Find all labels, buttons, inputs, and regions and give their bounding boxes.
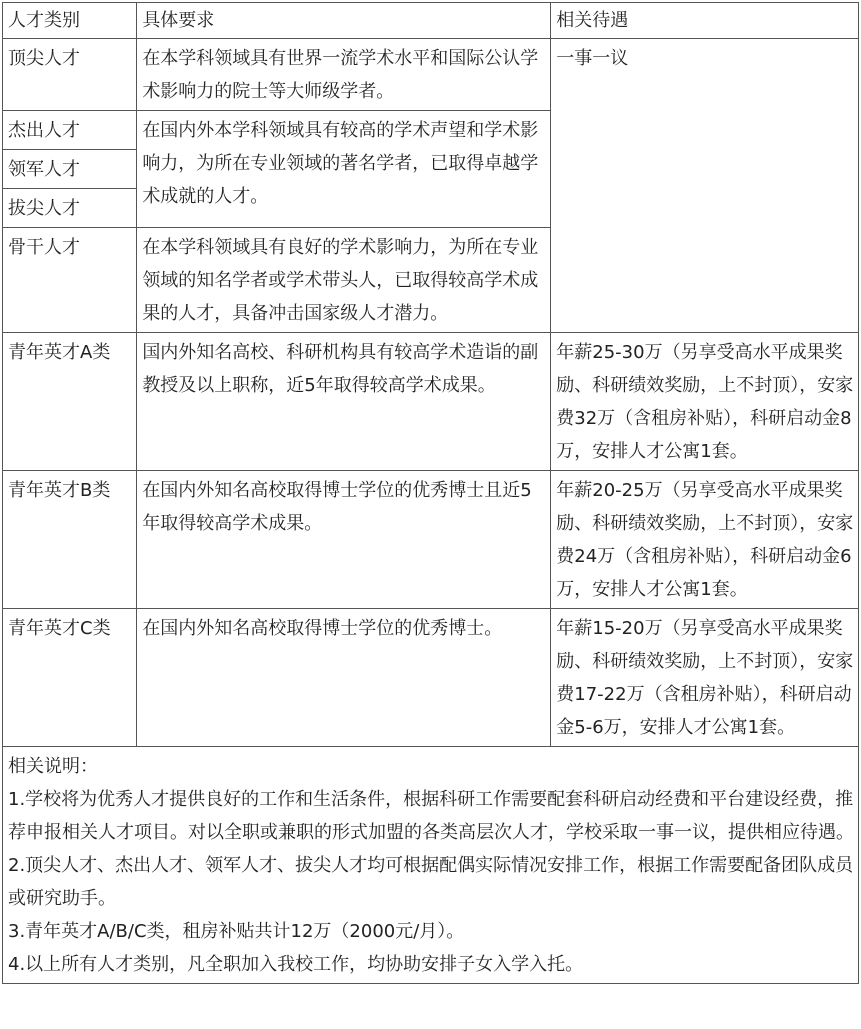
category-cell-backbone: 骨干人才 xyxy=(3,228,137,333)
header-benefit: 相关待遇 xyxy=(551,3,859,39)
requirement-cell-backbone: 在本学科领域具有良好的学术影响力，为所在专业领域的知名学者或学术带头人，已取得较高学术成果的人才，具备冲击国家级人才潜力。 xyxy=(137,228,551,333)
talent-policy-table xyxy=(2,2,859,984)
table-header-row xyxy=(3,3,859,39)
benefit-cell-youth-b: 年薪20-25万（另享受高水平成果奖励、科研绩效奖励，上不封顶），安家费24万（含租房补贴），科研启动金6万，安排人才公寓1套。 xyxy=(551,471,859,609)
category-cell-youth-b: 青年英才B类 xyxy=(3,471,137,609)
table-row-top-talent xyxy=(3,39,859,111)
table-row-youth-c xyxy=(3,609,859,747)
benefit-cell-senior: 一事一议 xyxy=(551,39,859,333)
requirement-cell-youth-c: 在国内外知名高校取得博士学位的优秀博士。 xyxy=(137,609,551,747)
header-requirement: 具体要求 xyxy=(137,3,551,39)
benefit-cell-youth-c: 年薪15-20万（另享受高水平成果奖励、科研绩效奖励，上不封顶），安家费17-22万（含租房补贴），科研启动金5-6万，安排人才公寓1套。 xyxy=(551,609,859,747)
table-row-youth-a xyxy=(3,333,859,471)
notes-item-3: 3.青年英才A/B/C类，租房补贴共计12万（2000元/月）。 xyxy=(8,921,465,942)
header-category: 人才类别 xyxy=(3,3,137,39)
category-cell-top: 顶尖人才 xyxy=(3,39,137,111)
notes-item-4: 4.以上所有人才类别，凡全职加入我校工作，均协助安排子女入学入托。 xyxy=(8,954,584,975)
notes-item-1: 1.学校将为优秀人才提供良好的工作和生活条件，根据科研工作需要配套科研启动经费和平台建设经费，推荐申报相关人才项目。对以全职或兼职的形式加盟的各类高层次人才，学校采取一事一议，提供相应待遇。 xyxy=(8,789,854,843)
table-row-notes xyxy=(3,747,859,984)
notes-item-2: 2.顶尖人才、杰出人才、领军人才、拔尖人才均可根据配偶实际情况安排工作，根据工作需要配备团队成员或研究助手。 xyxy=(8,855,854,909)
category-cell-youth-a: 青年英才A类 xyxy=(3,333,137,471)
notes-cell xyxy=(3,747,859,984)
requirement-cell-top: 在本学科领域具有世界一流学术水平和国际公认学术影响力的院士等大师级学者。 xyxy=(137,39,551,111)
category-cell-youth-c: 青年英才C类 xyxy=(3,609,137,747)
table-row-youth-b xyxy=(3,471,859,609)
requirement-cell-youth-b: 在国内外知名高校取得博士学位的优秀博士且近5年取得较高学术成果。 xyxy=(137,471,551,609)
requirement-cell-outstanding-group: 在国内外本学科领域具有较高的学术声望和学术影响力，为所在专业领域的著名学者，已取得卓越学术成就的人才。 xyxy=(137,111,551,228)
notes-title: 相关说明： xyxy=(8,756,98,777)
benefit-cell-youth-a: 年薪25-30万（另享受高水平成果奖励、科研绩效奖励，上不封顶），安家费32万（含租房补贴），科研启动金8万，安排人才公寓1套。 xyxy=(551,333,859,471)
category-cell-leading: 领军人才 xyxy=(3,150,137,189)
category-cell-outstanding: 杰出人才 xyxy=(3,111,137,150)
requirement-cell-youth-a: 国内外知名高校、科研机构具有较高学术造诣的副教授及以上职称，近5年取得较高学术成果。 xyxy=(137,333,551,471)
category-cell-top-notch: 拔尖人才 xyxy=(3,189,137,228)
